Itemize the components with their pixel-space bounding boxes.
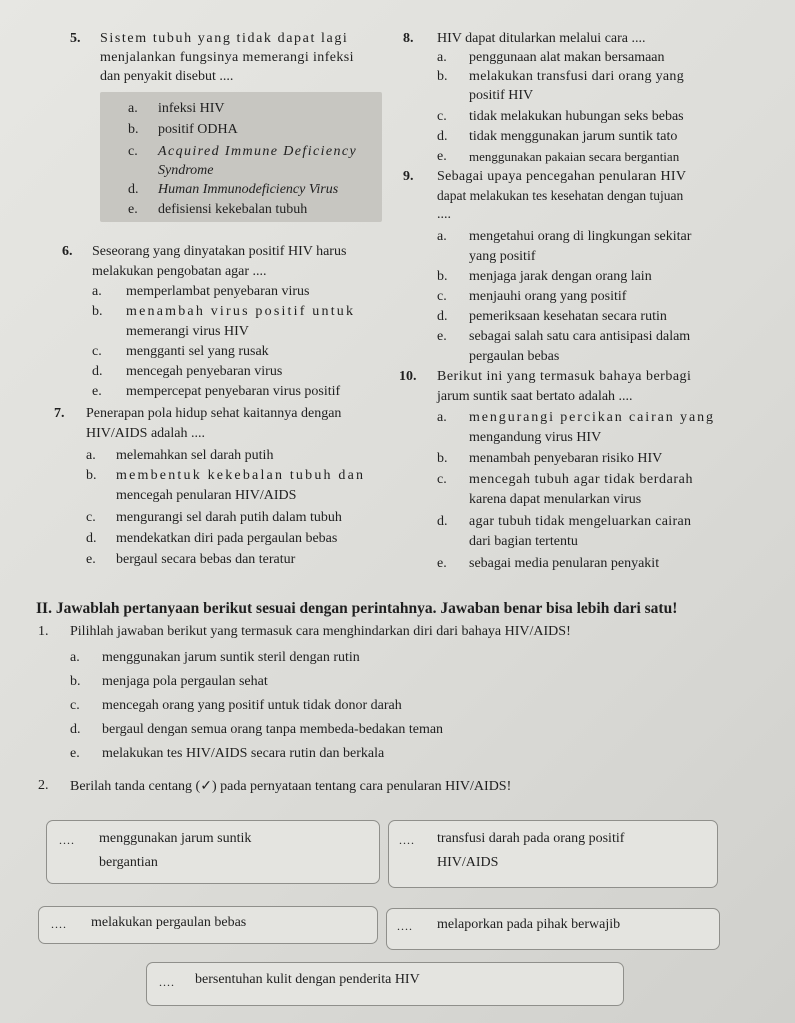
q6-number: 6. xyxy=(62,244,73,259)
q7-option-c-letter: c. xyxy=(86,510,96,525)
q7-option-a-letter: a. xyxy=(86,448,96,463)
q7-text-line2: HIV/AIDS adalah .... xyxy=(86,426,205,441)
statement-box-1-dots[interactable]: .... xyxy=(59,833,75,847)
q8-option-e-letter: e. xyxy=(437,149,447,164)
statement-box-5-dots[interactable]: .... xyxy=(159,975,175,989)
q5-option-c-cont: Syndrome xyxy=(158,163,214,178)
q9-option-d: pemeriksaan kesehatan secara rutin xyxy=(469,309,667,324)
s2-q1-option-c-letter: c. xyxy=(70,698,80,713)
q6-option-e: mempercepat penyebaran virus positif xyxy=(126,384,341,399)
q6-option-d: mencegah penyebaran virus xyxy=(126,364,283,379)
q10-option-b-letter: b. xyxy=(437,451,448,466)
q5-option-d-letter: d. xyxy=(128,182,139,197)
statement-box-2-dots[interactable]: .... xyxy=(399,833,415,847)
q9-option-c: menjauhi orang yang positif xyxy=(469,289,627,304)
q7-option-e: bergaul secara bebas dan teratur xyxy=(116,552,296,567)
q10-option-e: sebagai media penularan penyakit xyxy=(469,556,660,571)
q8-option-c-letter: c. xyxy=(437,109,447,124)
q8-option-d-letter: d. xyxy=(437,129,448,144)
q10-option-c-cont: karena dapat menularkan virus xyxy=(469,492,642,507)
q6-option-a: memperlambat penyebaran virus xyxy=(126,284,310,299)
q10-option-e-letter: e. xyxy=(437,556,447,571)
s2-q1-option-b: menjaga pola pergaulan sehat xyxy=(102,674,268,689)
s2-q1-option-b-letter: b. xyxy=(70,674,81,689)
q8-text-line1: HIV dapat ditularkan melalui cara .... xyxy=(437,31,646,46)
s2-q1-option-a-letter: a. xyxy=(70,650,80,665)
q8-option-b-cont: positif HIV xyxy=(469,88,534,103)
q8-option-a: penggunaan alat makan bersamaan xyxy=(469,50,665,65)
q5-text-line1: Sistem tubuh yang tidak dapat lagi xyxy=(100,31,349,46)
statement-box-3-line1: melakukan pergaulan bebas xyxy=(91,915,247,930)
q8-number: 8. xyxy=(403,31,414,46)
statement-box-3[interactable] xyxy=(38,906,378,944)
q6-option-c-letter: c. xyxy=(92,344,102,359)
q9-option-e: sebagai salah satu cara antisipasi dalam xyxy=(469,329,691,344)
statement-box-2-line2: HIV/AIDS xyxy=(437,855,499,870)
q7-text-line1: Penerapan pola hidup sehat kaitannya dengan xyxy=(86,406,342,421)
q7-option-e-letter: e. xyxy=(86,552,96,567)
q5-option-c: Acquired Immune Deficiency xyxy=(158,144,358,159)
section-2-heading: II. Jawablah pertanyaan berikut sesuai dengan perintahnya. Jawaban benar bisa lebih dari satu! xyxy=(36,600,678,617)
q10-option-b: menambah penyebaran risiko HIV xyxy=(469,451,663,466)
q5-option-d: Human Immunodeficiency Virus xyxy=(158,182,339,197)
q9-text-line2: dapat melakukan tes kesehatan dengan tujuan xyxy=(437,188,684,203)
q5-option-b-letter: b. xyxy=(128,122,139,137)
q6-text-line1: Seseorang yang dinyatakan positif HIV harus xyxy=(92,244,347,259)
statement-box-4[interactable] xyxy=(386,908,720,950)
q9-option-a-cont: yang positif xyxy=(469,249,536,264)
q6-option-a-letter: a. xyxy=(92,284,102,299)
q9-option-a-letter: a. xyxy=(437,229,447,244)
q9-option-d-letter: d. xyxy=(437,309,448,324)
q8-option-d: tidak menggunakan jarum suntik tato xyxy=(469,129,678,144)
q10-option-c: mencegah tubuh agar tidak berdarah xyxy=(469,472,694,487)
statement-box-3-dots[interactable]: .... xyxy=(51,917,67,931)
q10-option-d-cont: dari bagian tertentu xyxy=(469,534,578,549)
q5-option-c-letter: c. xyxy=(128,144,138,159)
q9-option-e-cont: pergaulan bebas xyxy=(469,349,560,364)
q10-option-d-letter: d. xyxy=(437,514,448,529)
s2-q1-option-e-letter: e. xyxy=(70,746,80,761)
s2-q1-option-d: bergaul dengan semua orang tanpa membeda-bedakan teman xyxy=(102,722,444,737)
statement-box-1[interactable] xyxy=(46,820,380,884)
q5-number: 5. xyxy=(70,31,81,46)
statement-box-2-line1: transfusi darah pada orang positif xyxy=(437,831,625,846)
q9-option-e-letter: e. xyxy=(437,329,447,344)
q8-option-b: melakukan transfusi dari orang yang xyxy=(469,69,684,84)
q7-number: 7. xyxy=(54,406,65,421)
statement-box-1-line1: menggunakan jarum suntik xyxy=(99,831,252,846)
q9-number: 9. xyxy=(403,169,414,184)
q6-text-line2: melakukan pengobatan agar .... xyxy=(92,264,267,279)
q6-option-b-cont: memerangi virus HIV xyxy=(126,324,249,339)
q5-text-line2: menjalankan fungsinya memerangi infeksi xyxy=(100,50,354,65)
q10-option-a: mengurangi percikan cairan yang xyxy=(469,410,715,425)
statement-box-1-line2: bergantian xyxy=(99,855,158,870)
q6-option-d-letter: d. xyxy=(92,364,103,379)
q5-option-e: defisiensi kekebalan tubuh xyxy=(158,202,308,217)
q9-text-line3: .... xyxy=(437,207,451,222)
q10-option-a-letter: a. xyxy=(437,410,447,425)
q9-option-b-letter: b. xyxy=(437,269,448,284)
q8-option-e: menggunakan pakaian secara bergantian xyxy=(469,149,680,164)
q6-option-e-letter: e. xyxy=(92,384,102,399)
q10-option-a-cont: mengandung virus HIV xyxy=(469,430,602,445)
q7-option-c: mengurangi sel darah putih dalam tubuh xyxy=(116,510,342,525)
q6-option-c: mengganti sel yang rusak xyxy=(126,344,269,359)
q8-option-b-letter: b. xyxy=(437,69,448,84)
q8-option-a-letter: a. xyxy=(437,50,447,65)
q5-option-e-letter: e. xyxy=(128,202,138,217)
q9-option-a: mengetahui orang di lingkungan sekitar xyxy=(469,229,692,244)
statement-box-5-line1: bersentuhan kulit dengan penderita HIV xyxy=(195,972,420,987)
q5-text-line3: dan penyakit disebut .... xyxy=(100,69,234,84)
statement-box-2[interactable] xyxy=(388,820,718,888)
statement-box-4-dots[interactable]: .... xyxy=(397,919,413,933)
q8-option-c: tidak melakukan hubungan seks bebas xyxy=(469,109,684,124)
s2-q1-number: 1. xyxy=(38,624,49,639)
q5-option-a: infeksi HIV xyxy=(158,101,225,116)
q7-option-a: melemahkan sel darah putih xyxy=(116,448,274,463)
q6-option-b-letter: b. xyxy=(92,304,103,319)
q7-option-b-cont: mencegah penularan HIV/AIDS xyxy=(116,488,297,503)
s2-q2-number: 2. xyxy=(38,778,49,793)
q6-option-b: menambah virus positif untuk xyxy=(126,304,356,319)
q9-option-c-letter: c. xyxy=(437,289,447,304)
q10-text-line1: Berikut ini yang termasuk bahaya berbagi xyxy=(437,369,692,384)
q10-number: 10. xyxy=(399,369,417,384)
q9-text-line1: Sebagai upaya pencegahan penularan HIV xyxy=(437,169,687,184)
statement-box-5[interactable] xyxy=(146,962,624,1006)
q9-option-b: menjaga jarak dengan orang lain xyxy=(469,269,652,284)
q7-option-b: membentuk kekebalan tubuh dan xyxy=(116,468,366,483)
s2-q2-text: Berilah tanda centang (✓) pada pernyataan tentang cara penularan HIV/AIDS! xyxy=(70,779,512,794)
q10-option-c-letter: c. xyxy=(437,472,447,487)
s2-q1-option-c: mencegah orang yang positif untuk tidak donor darah xyxy=(102,698,402,713)
s2-q1-option-a: menggunakan jarum suntik steril dengan rutin xyxy=(102,650,360,665)
statement-box-4-line1: melaporkan pada pihak berwajib xyxy=(437,917,621,932)
q10-option-d: agar tubuh tidak mengeluarkan cairan xyxy=(469,514,692,529)
q10-text-line2: jarum suntik saat bertato adalah .... xyxy=(437,389,633,404)
q7-option-b-letter: b. xyxy=(86,468,97,483)
s2-q1-option-d-letter: d. xyxy=(70,722,81,737)
q5-option-a-letter: a. xyxy=(128,101,138,116)
q7-option-d-letter: d. xyxy=(86,531,97,546)
q5-option-b: positif ODHA xyxy=(158,122,238,137)
s2-q1-option-e: melakukan tes HIV/AIDS secara rutin dan berkala xyxy=(102,746,385,761)
s2-q1-text: Pilihlah jawaban berikut yang termasuk cara menghindarkan diri dari bahaya HIV/AIDS! xyxy=(70,624,571,639)
q7-option-d: mendekatkan diri pada pergaulan bebas xyxy=(116,531,338,546)
